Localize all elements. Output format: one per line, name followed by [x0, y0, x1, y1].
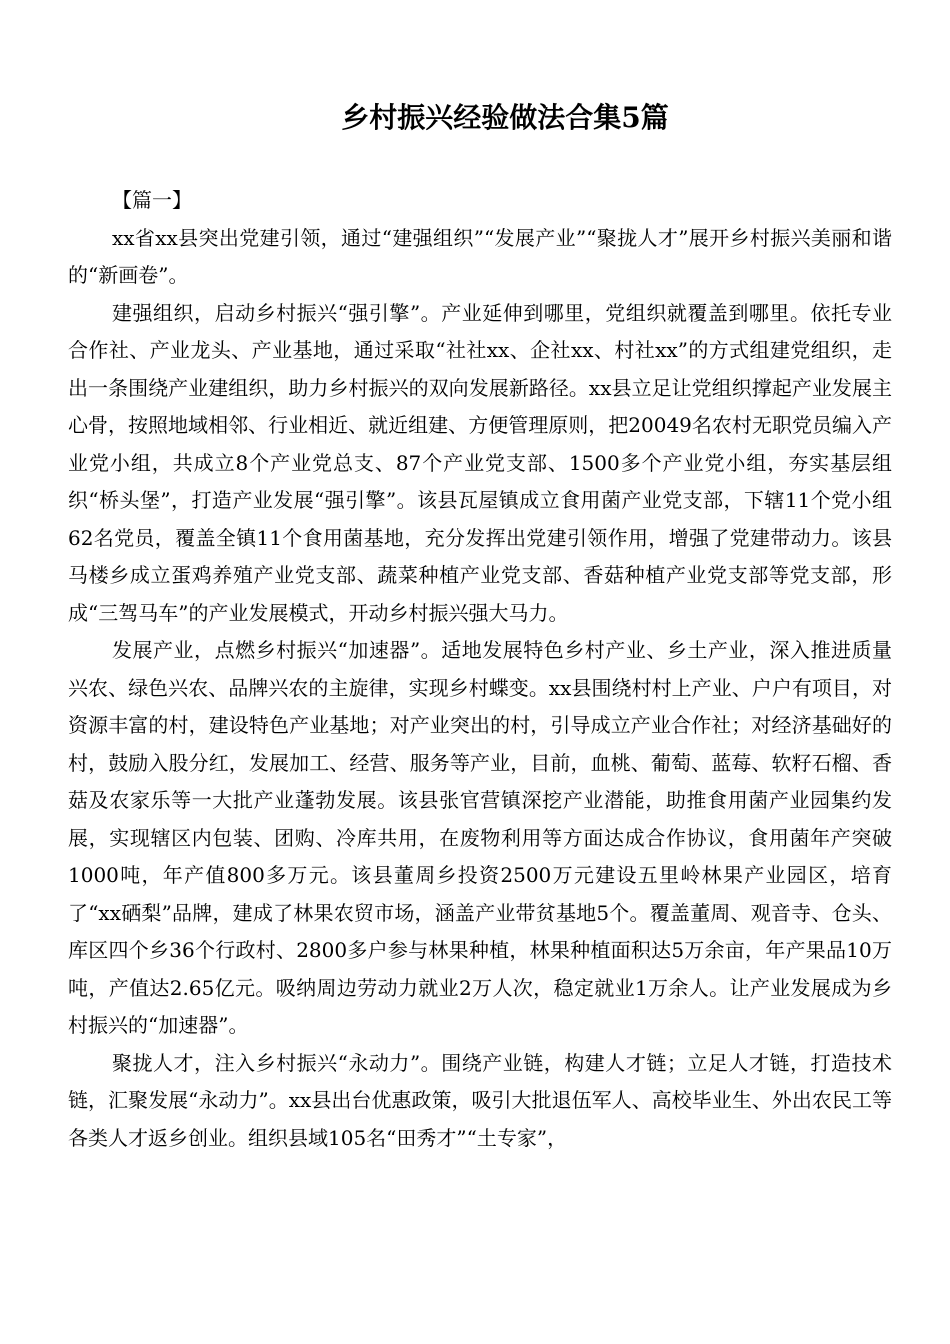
document-body: [68, 182, 892, 1157]
paragraph-industry: 发展产业，点燃乡村振兴“加速器”。适地发展特色乡村产业、乡土产业，深入推进质量兴农、绿色兴农、品牌兴农的主旋律，实现乡村蝶变。xx县围绕村村上产业、户户有项目，对资源丰富的村，建设特色产业基地；对产业突出的村，引导成立产业合作社；对经济基础好的村，鼓励入股分红，发展加工、经营、服务等产业，目前，血桃、葡萄、蓝莓、软籽石榴、香菇及农家乐等一大批产业蓬勃发展。该县张官营镇深挖产业潜能，助推食用菌产业园集约发展，实现辖区内包装、团购、冷库共用，在废物利用等方面达成合作协议，食用菌年产突破1000吨，年产值800多万元。该县董周乡投资2500万元建设五里岭林果产业园区，培育了“xx硒梨”品牌，建成了林果农贸市场，涵盖产业带贫基地5个。覆盖董周、观音寺、仓头、库区四个乡36个行政村、2800多户参与林果种植，林果种植面积达5万余亩，年产果品10万吨，产值达2.65亿元。吸纳周边劳动力就业2万人次，稳定就业1万余人。让产业发展成为乡村振兴的“加速器”。: [68, 638, 892, 1037]
document-title: 乡村振兴经验做法合集5篇: [341, 101, 669, 134]
paragraph-intro: xx省xx县突出党建引领，通过“建强组织”“发展产业”“聚拢人才”展开乡村振兴美丽和谐的“新画卷”。: [68, 225, 892, 287]
section-label: 【篇一】: [112, 188, 192, 212]
paragraph-talent: 聚拢人才，注入乡村振兴“永动力”。围绕产业链，构建人才链；立足人才链，打造技术链，汇聚发展“永动力”。xx县出台优惠政策，吸引大批退伍军人、高校毕业生、外出农民工等各类人才返乡创业。组织县域105名“田秀才”“土专家”，: [68, 1050, 892, 1150]
paragraph-organization: 建强组织，启动乡村振兴“强引擎”。产业延伸到哪里，党组织就覆盖到哪里。依托专业合作社、产业龙头、产业基地，通过采取“社社xx、企社xx、村社xx”的方式组建党组织，走出一条围绕产业建组织，助力乡村振兴的双向发展新路径。xx县立足让党组织撑起产业发展主心骨，按照地域相邻、行业相近、就近组建、方便管理原则，把20049名农村无职党员编入产业党小组，共成立8个产业党总支、87个产业党支部、1500多个产业党小组，夯实基层组织“桥头堡”，打造产业发展“强引擎”。该县瓦屋镇成立食用菌产业党支部，下辖11个党小组62名党员，覆盖全镇11个食用菌基地，充分发挥出党建引领作用，增强了党建带动力。该县马楼乡成立蛋鸡养殖产业党支部、蔬菜种植产业党支部、香菇种植产业党支部等党支部，形成“三驾马车”的产业发展模式，开动乡村振兴强大马力。: [68, 300, 892, 625]
